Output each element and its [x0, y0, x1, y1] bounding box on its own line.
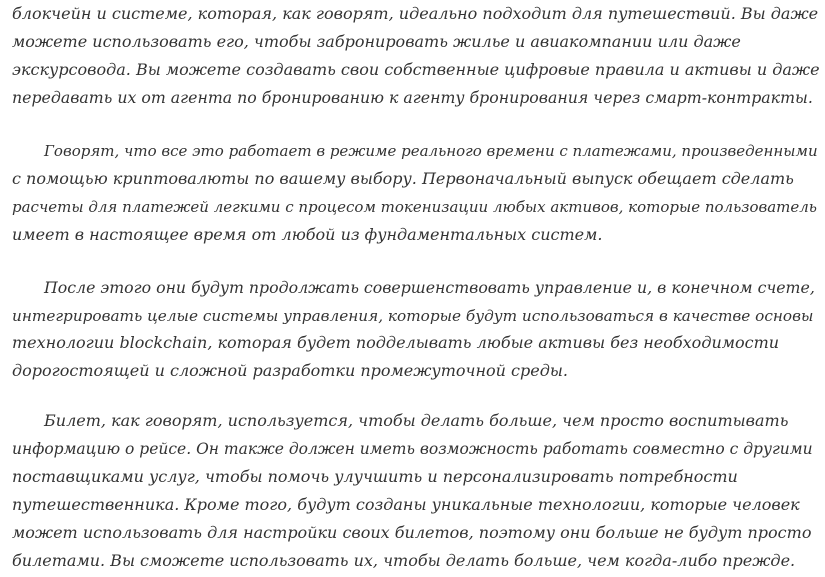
paragraph-line: интегрировать целые системы управления, которые будут использоваться в качестве основы: [12, 307, 814, 325]
paragraph-line: может использовать для настройки своих билетов, поэтому они больше не будут просто: [12, 523, 812, 542]
paragraph-line: После этого они будут продолжать совершенствовать управление и, в конечном счете,: [44, 278, 815, 297]
paragraph-line: с помощью криптовалюты по вашему выбору. Первоначальный выпуск обещает сделать: [12, 169, 794, 188]
paragraph-line: путешественника. Кроме того, будут созданы уникальные технологии, которые человек: [12, 495, 800, 514]
paragraph-line: имеет в настоящее время от любой из фундаментальных систем.: [12, 225, 603, 244]
paragraph-line: дорогостоящей и сложной разработки промежуточной среды.: [12, 361, 568, 380]
paragraph-line: Билет, как говорят, используется, чтобы делать больше, чем просто воспитывать: [44, 411, 789, 430]
paragraph-line: технологии blockchain, которая будет подделывать любые активы без необходимости: [12, 333, 780, 352]
paragraph-line: расчеты для платежей легкими с процесом токенизации любых активов, которые пользователь: [12, 198, 817, 216]
paragraph-line: блокчейн и системе, которая, как говорят, идеально подходит для путешествий. Вы даже: [12, 4, 819, 23]
paragraph-line: информацию о рейсе. Он также должен иметь возможность работать совместно с другими: [12, 440, 813, 458]
paragraph-line: передавать их от агента по бронированию к агенту бронирования через смарт-контракты.: [12, 88, 813, 107]
paragraph-line: можете использовать его, чтобы забронировать жилье и авиакомпании или даже: [12, 32, 741, 51]
paragraph-line: поставщиками услуг, чтобы помочь улучшить и персонализировать потребности: [12, 467, 738, 486]
paragraph-line: билетами. Вы сможете использовать их, чтобы делать больше, чем когда-либо прежде.: [12, 551, 796, 570]
paragraph-line: экскурсовода. Вы можете создавать свои собственные цифровые правила и активы и даже: [12, 60, 820, 79]
paragraph-line: Говорят, что все это работает в режиме реального времени с платежами, произведенными: [44, 142, 818, 160]
